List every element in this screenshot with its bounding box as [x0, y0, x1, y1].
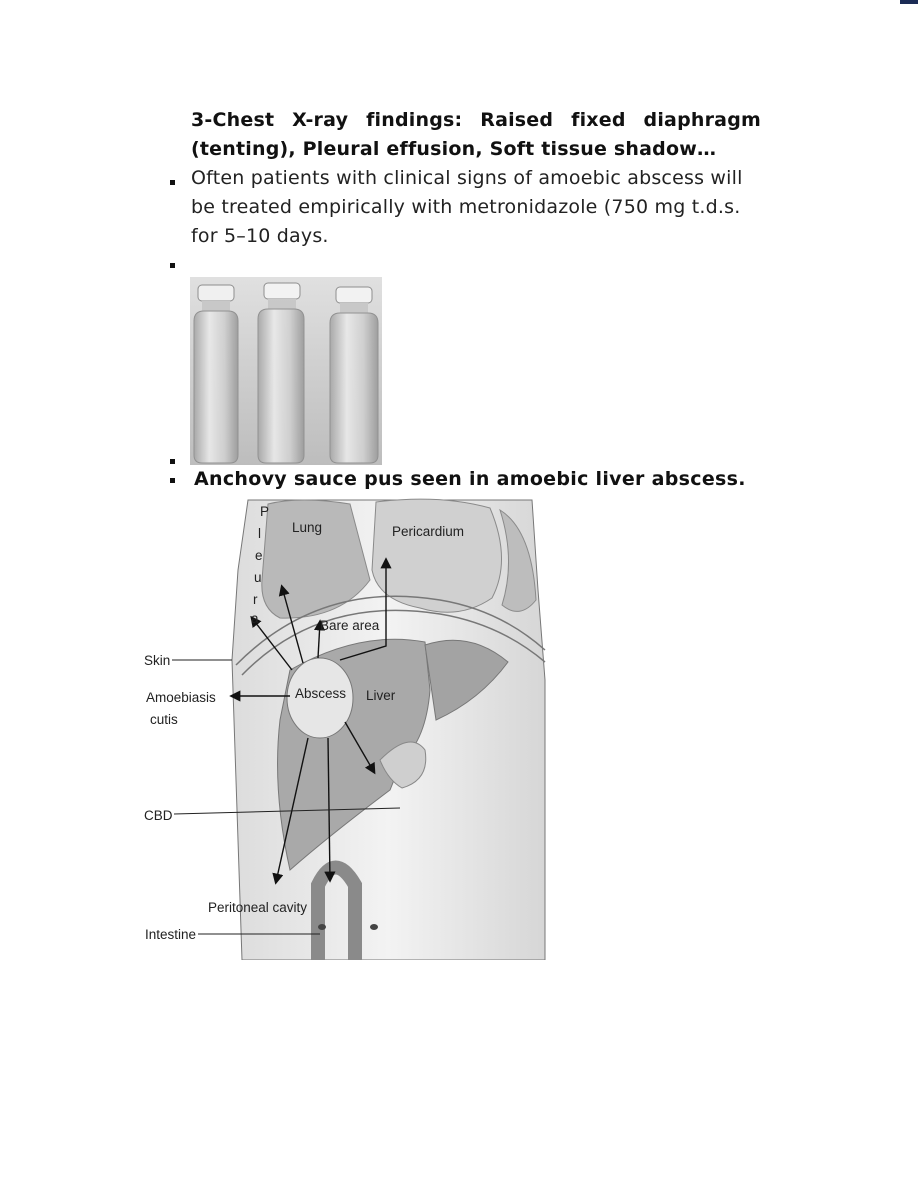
heading-word: Raised — [480, 109, 554, 131]
pericardium-shape — [372, 499, 502, 612]
bullet-marker — [170, 478, 175, 483]
paragraph-line: be treated empirically with metronidazole (750 mg t.d.s. — [191, 196, 741, 218]
scan-edge-mark — [900, 0, 918, 4]
xray-findings-heading — [191, 106, 761, 164]
paragraph-line: for 5–10 days. — [191, 225, 329, 247]
heading-word: X-ray — [292, 109, 349, 131]
pleura-letter: r — [253, 592, 258, 607]
anchovy-pus-vials-photo — [190, 277, 382, 465]
abscess-label: Abscess — [295, 686, 347, 701]
heading-word: fixed — [571, 109, 626, 131]
peritoneal-cavity-label: Peritoneal cavity — [208, 900, 308, 915]
metronidazole-paragraph — [191, 164, 766, 251]
lung-label: Lung — [292, 520, 323, 535]
cbd-label: CBD — [144, 808, 173, 823]
vial — [330, 287, 378, 463]
pericardium-label: Pericardium — [392, 524, 465, 539]
bullet-marker — [170, 459, 175, 464]
heading-word: findings: — [366, 109, 463, 131]
heading-word: 3-Chest — [191, 109, 275, 131]
vial — [194, 285, 238, 463]
bare-area-label: Bare area — [320, 618, 380, 633]
bullet-marker — [170, 180, 175, 185]
paragraph-line: Often patients with clinical signs of amoebic abscess will — [191, 167, 743, 189]
intestine-label: Intestine — [145, 927, 197, 942]
cutis-label: cutis — [150, 712, 178, 727]
pleura-letter: e — [255, 548, 263, 563]
liver-label: Liver — [366, 688, 396, 703]
pleura-letter: a — [251, 611, 259, 626]
pleura-letter: P — [260, 504, 270, 519]
intestine-end — [318, 924, 326, 930]
skin-label: Skin — [144, 653, 171, 668]
amoebiasis-label: Amoebiasis — [146, 690, 216, 705]
pleura-letter: l — [258, 526, 261, 541]
bullet-marker — [170, 263, 175, 268]
amoebic-liver-abscess-diagram — [140, 490, 560, 960]
anchovy-caption: Anchovy sauce pus seen in amoebic liver abscess. — [194, 468, 746, 490]
heading-line-2: (tenting), Pleural effusion, Soft tissue shadow… — [191, 138, 717, 160]
vial — [258, 283, 304, 463]
heading-word: diaphragm — [643, 109, 761, 131]
intestine-end — [370, 924, 378, 930]
pleura-letter: u — [254, 570, 262, 585]
